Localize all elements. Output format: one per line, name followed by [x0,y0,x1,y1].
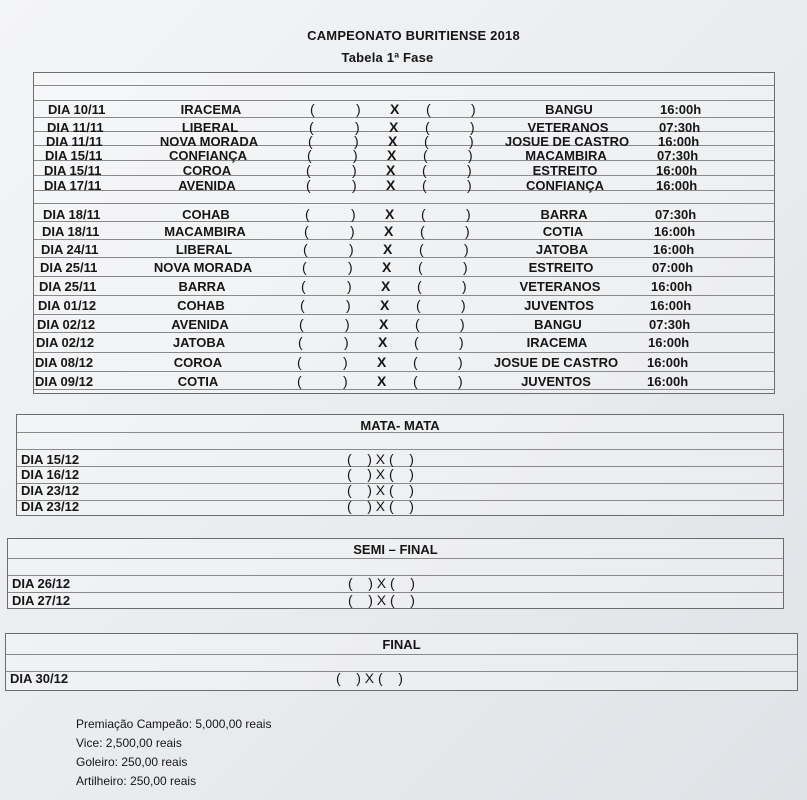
home-team: NOVA MORADA [159,134,259,149]
match-time: 16:00h [647,355,689,370]
knockout-date: DIA 23/12 [21,499,80,514]
score-close-away: ) [467,162,472,178]
score-open-away: ( [426,101,431,117]
score-close-away: ) [469,133,474,149]
prizes-list [76,715,271,791]
table-rule [34,314,774,315]
home-team: NOVA MORADA [153,260,253,275]
away-team: VETERANOS [519,279,601,294]
prize-champion: Premiação Campeão: 5,000,00 reais [76,717,272,731]
score-open-home: ( [307,147,312,163]
knockout-date: DIA 30/12 [10,671,69,686]
table-rule [34,352,774,353]
home-team: CONFIANÇA [169,148,247,163]
table-row [34,148,774,164]
score-open-away: ( [423,147,428,163]
score-open-away: ( [425,119,430,135]
table-row [34,102,774,118]
score-close-home: ) [344,334,349,350]
match-date: DIA 10/11 [48,102,106,117]
match-time: 16:00h [656,163,698,178]
score-close-away: ) [467,177,472,193]
match-time: 16:00h [660,102,702,117]
versus-mark: X [383,241,393,257]
semi-final-title: SEMI – FINAL [353,542,438,557]
score-close-away: ) [458,373,463,389]
match-time: 07:30h [649,317,691,332]
score-open-away: ( [418,259,423,275]
score-open-home: ( [297,354,302,370]
first-phase-table [33,72,775,394]
score-close-home: ) [349,241,354,257]
score-slot: ( ) X ( ) [336,670,403,686]
section-rule [8,558,783,559]
table-row [34,279,774,295]
table-row [34,374,774,390]
match-date: DIA 25/11 [40,260,98,275]
home-team: BARRA [178,279,226,294]
table-rule [34,276,774,277]
versus-mark: X [390,101,400,117]
match-time: 16:00h [647,374,689,389]
score-open-home: ( [304,223,309,239]
score-close-away: ) [460,316,465,332]
match-date: DIA 17/11 [44,178,102,193]
versus-mark: X [386,177,396,193]
score-close-home: ) [352,177,357,193]
match-time: 07:30h [655,207,697,222]
away-team: BANGU [545,102,593,117]
table-row [34,207,774,223]
away-team: IRACEMA [526,335,588,350]
match-date: DIA 18/11 [42,224,100,239]
score-open-away: ( [421,206,426,222]
home-team: COROA [182,163,232,178]
score-open-away: ( [419,241,424,257]
score-close-home: ) [347,278,352,294]
match-time: 07:00h [652,260,694,275]
match-date: DIA 15/11 [44,163,102,178]
score-close-away: ) [463,259,468,275]
section-rule [17,449,783,450]
score-open-home: ( [298,334,303,350]
home-team: AVENIDA [171,317,229,332]
match-date: DIA 08/12 [35,355,94,370]
versus-mark: X [378,334,388,350]
table-rule [34,295,774,296]
away-team: VETERANOS [527,120,609,135]
versus-mark: X [382,259,392,275]
home-team: COROA [173,355,223,370]
versus-mark: X [387,147,397,163]
table-rule [34,203,774,204]
match-time: 07:30h [657,148,699,163]
match-time: 16:00h [653,242,695,257]
away-team: MACAMBIRA [525,148,607,163]
versus-mark: X [389,119,399,135]
score-close-home: ) [354,133,359,149]
match-time: 16:00h [654,224,696,239]
knockout-date: DIA 15/12 [21,452,80,467]
home-team: COTIA [177,374,219,389]
away-team: BARRA [540,207,588,222]
semi-final-section [7,538,784,609]
match-date: DIA 02/12 [37,317,96,332]
score-open-home: ( [306,177,311,193]
final-title: FINAL [382,637,421,652]
match-time: 16:00h [648,335,690,350]
score-open-home: ( [300,297,305,313]
home-team: LIBERAL [181,120,239,135]
score-close-home: ) [355,119,360,135]
section-rule [17,432,783,433]
score-close-away: ) [470,119,475,135]
score-close-home: ) [352,162,357,178]
match-date: DIA 09/12 [35,374,94,389]
score-close-away: ) [461,297,466,313]
score-close-home: ) [346,297,351,313]
score-open-away: ( [420,223,425,239]
match-date: DIA 11/11 [47,120,104,135]
versus-mark: X [384,223,394,239]
versus-mark: X [380,297,390,313]
versus-mark: X [377,354,387,370]
mata-mata-section [16,414,784,516]
match-time: 16:00h [656,178,698,193]
score-close-away: ) [458,354,463,370]
table-row [34,317,774,333]
versus-mark: X [377,373,387,389]
table-rule [34,85,774,86]
table-row [34,355,774,371]
match-time: 16:00h [651,279,693,294]
mata-mata-title: MATA- MATA [360,418,440,433]
score-close-home: ) [351,206,356,222]
score-close-away: ) [465,223,470,239]
knockout-date: DIA 23/12 [21,483,80,498]
match-time: 16:00h [658,134,700,149]
home-team: IRACEMA [180,102,242,117]
score-open-home: ( [303,241,308,257]
knockout-date: DIA 26/12 [12,576,71,591]
score-close-home: ) [343,373,348,389]
score-close-home: ) [356,101,361,117]
score-open-away: ( [417,278,422,294]
score-open-home: ( [305,206,310,222]
page-subtitle: Tabela 1ª Fase [341,50,434,65]
versus-mark: X [385,206,395,222]
prize-top-scorer: Artilheiro: 250,00 reais [76,774,197,788]
section-rule [6,654,797,655]
knockout-date: DIA 27/12 [12,593,71,608]
prize-vice: Vice: 2,500,00 reais [76,736,182,750]
home-team: LIBERAL [175,242,233,257]
match-date: DIA 02/12 [36,335,95,350]
score-open-away: ( [416,297,421,313]
table-row [34,224,774,240]
score-slot: ( ) X ( ) [347,482,414,498]
score-close-home: ) [345,316,350,332]
match-date: DIA 01/12 [38,298,97,313]
home-team: JATOBA [172,335,226,350]
score-close-home: ) [348,259,353,275]
home-team: AVENIDA [178,178,236,193]
away-team: JUVENTOS [521,374,591,389]
score-slot: ( ) X ( ) [348,592,415,608]
score-close-home: ) [350,223,355,239]
table-row [34,260,774,276]
score-open-away: ( [424,133,429,149]
home-team: MACAMBIRA [164,224,246,239]
match-date: DIA 25/11 [39,279,97,294]
score-close-away: ) [459,334,464,350]
match-date: DIA 15/11 [45,148,103,163]
table-row [34,178,774,194]
page-title: CAMPEONATO BURITIENSE 2018 [307,28,520,43]
score-open-home: ( [306,162,311,178]
match-time: 16:00h [650,298,692,313]
versus-mark: X [381,278,391,294]
score-close-away: ) [464,241,469,257]
score-open-home: ( [308,133,313,149]
table-row [34,298,774,314]
away-team: JATOBA [535,242,589,257]
table-row [34,335,774,351]
match-date: DIA 11/11 [46,134,103,149]
score-slot: ( ) X ( ) [347,451,414,467]
away-team: BANGU [534,317,582,332]
score-close-away: ) [462,278,467,294]
score-slot: ( ) X ( ) [348,575,415,591]
score-open-home: ( [302,259,307,275]
away-team: ESTREITO [528,260,594,275]
away-team: CONFIANÇA [526,178,604,193]
score-slot: ( ) X ( ) [347,498,414,514]
score-open-home: ( [309,119,314,135]
versus-mark: X [379,316,389,332]
score-close-home: ) [343,354,348,370]
versus-mark: X [386,162,396,178]
away-team: ESTREITO [532,163,598,178]
score-close-away: ) [468,147,473,163]
home-team: COHAB [177,298,225,313]
final-section [5,633,798,691]
table-rule [34,371,774,372]
score-open-away: ( [422,177,427,193]
score-close-home: ) [353,147,358,163]
prize-goalkeeper: Goleiro: 250,00 reais [76,755,188,769]
table-row [34,163,774,179]
match-date: DIA 24/11 [41,242,99,257]
home-team: COHAB [182,207,230,222]
table-row [34,242,774,258]
score-open-away: ( [415,316,420,332]
away-team: COTIA [542,224,584,239]
score-open-home: ( [310,101,315,117]
score-slot: ( ) X ( ) [347,466,414,482]
away-team: JOSUE DE CASTRO [504,134,630,149]
score-open-away: ( [413,354,418,370]
table-rule [34,100,774,101]
knockout-date: DIA 16/12 [21,467,80,482]
score-open-away: ( [422,162,427,178]
score-open-away: ( [413,373,418,389]
away-team: JOSUE DE CASTRO [493,355,619,370]
score-close-away: ) [471,101,476,117]
score-open-away: ( [414,334,419,350]
match-date: DIA 18/11 [43,207,101,222]
score-open-home: ( [301,278,306,294]
match-time: 07:30h [659,120,701,135]
score-open-home: ( [297,373,302,389]
score-close-away: ) [466,206,471,222]
away-team: JUVENTOS [524,298,594,313]
score-open-home: ( [299,316,304,332]
versus-mark: X [388,133,398,149]
